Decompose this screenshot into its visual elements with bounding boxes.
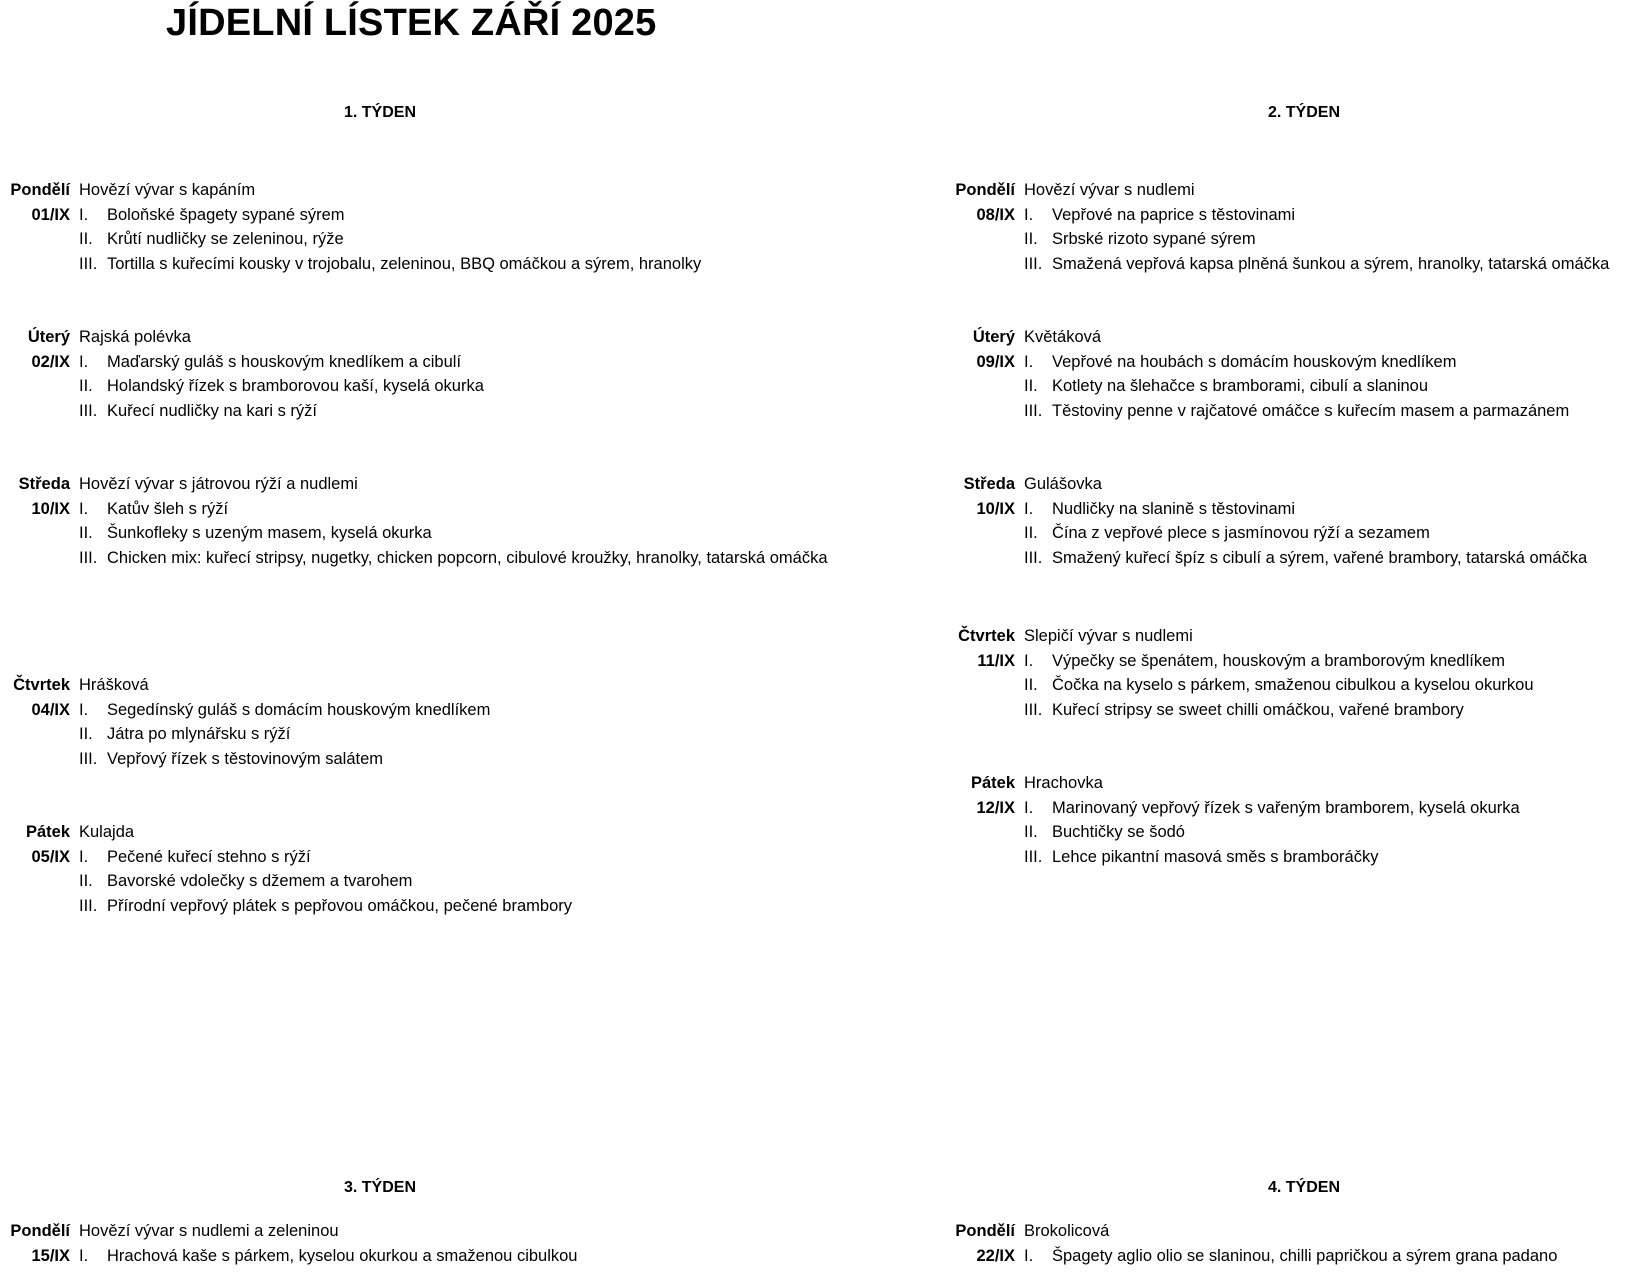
meal-text: Chicken mix: kuřecí stripsy, nugetky, chicken popcorn, cibulové kroužky, hranolky, tatarská omáčka [107, 548, 828, 567]
day-date: 01/IX [31, 205, 70, 224]
soup: Rajská polévka [79, 328, 191, 346]
meal-text: Srbské rizoto sypané sýrem [1052, 230, 1256, 248]
meal-text: Vepřové na paprice s těstovinami [1052, 205, 1296, 224]
soup: Brokolicová [1024, 1222, 1110, 1240]
day-date: 11/IX [977, 651, 1015, 670]
day-name: Pátek [970, 774, 1015, 792]
week-3-heading: 3. TÝDEN [343, 1179, 416, 1196]
meal-text: Tortilla s kuřecími kousky v trojobalu, zeleninou, BBQ omáčkou a sýrem, hranolky [107, 254, 702, 273]
meal-number: II. [1024, 524, 1038, 542]
meal-number: III. [1024, 548, 1043, 567]
meal-text: Maďarský guláš s houskovým knedlíkem a cibulí [107, 352, 462, 371]
day-date: 04/IX [31, 700, 70, 719]
week-1-heading: 1. TÝDEN [343, 104, 416, 121]
day-date: 15/IX [31, 1246, 70, 1265]
meal-text: Čočka na kyselo s párkem, smaženou cibulkou a kyselou okurkou [1052, 676, 1534, 694]
meal-number: III. [79, 896, 98, 915]
day-date: 10/IX [976, 499, 1015, 518]
day-name: Pátek [25, 823, 70, 841]
meal-number: I. [1024, 1246, 1034, 1265]
soup: Hrášková [79, 676, 149, 694]
meal-number: I. [79, 205, 89, 224]
meal-text: Výpečky se špenátem, houskovým a bramborovým knedlíkem [1052, 651, 1506, 670]
week-4-heading: 4. TÝDEN [1267, 1179, 1340, 1196]
day-date: 02/IX [31, 352, 70, 371]
meal-text: Pečené kuřecí stehno s rýží [107, 847, 311, 866]
meal-number: I. [1024, 352, 1034, 371]
meal-number: I. [79, 499, 89, 518]
meal-number: III. [1024, 700, 1043, 719]
meal-text: Šunkofleky s uzeným masem, kyselá okurka [107, 524, 432, 542]
soup: Květáková [1024, 328, 1102, 346]
meal-text: Vepřový řízek s těstovinovým salátem [107, 749, 384, 768]
day-name: Pondělí [955, 181, 1015, 199]
soup: Hovězí vývar s játrovou rýží a nudlemi [79, 475, 358, 493]
meal-text: Přírodní vepřový plátek s pepřovou omáčkou, pečené brambory [107, 896, 572, 915]
day-name: Čtvrtek [958, 627, 1015, 645]
meal-text: Holandský řízek s bramborovou kaší, kyselá okurka [107, 377, 484, 395]
page-title: JÍDELNÍ LÍSTEK ZÁŘÍ 2025 [166, 2, 657, 44]
meal-text: Játra po mlynářsku s rýží [107, 725, 291, 743]
meal-number: II. [79, 230, 93, 248]
meal-number: II. [79, 725, 93, 743]
meal-text: Krůtí nudličky se zeleninou, rýže [107, 230, 344, 248]
meal-number: I. [79, 847, 89, 866]
meal-number: II. [79, 524, 93, 542]
meal-number: III. [1024, 847, 1043, 866]
day-name: Úterý [972, 328, 1015, 346]
soup: Hrachovka [1024, 774, 1103, 792]
meal-number: II. [1024, 230, 1038, 248]
meal-text: Těstoviny penne v rajčatové omáčce s kuřecím masem a parmazánem [1052, 401, 1570, 420]
week-2-heading: 2. TÝDEN [1267, 104, 1340, 121]
meal-text: Segedínský guláš s domácím houskovým knedlíkem [107, 700, 491, 719]
meal-number: II. [79, 872, 93, 890]
meal-text: Lehce pikantní masová směs s bramboráčky [1052, 847, 1379, 866]
meal-text: Smažená vepřová kapsa plněná šunkou a sýrem, hranolky, tatarská omáčka [1052, 254, 1610, 273]
meal-text: Nudličky na slanině s těstovinami [1052, 499, 1296, 518]
soup: Hovězí vývar s kapáním [79, 181, 256, 199]
meal-number: III. [79, 401, 98, 420]
soup: Hovězí vývar s nudlemi [1024, 181, 1195, 199]
meal-number: I. [1024, 205, 1034, 224]
meal-number: III. [79, 749, 98, 768]
meal-number: III. [1024, 401, 1043, 420]
meal-text: Katův šleh s rýží [107, 499, 229, 518]
day-name: Čtvrtek [13, 676, 70, 694]
soup: Gulášovka [1024, 475, 1102, 493]
meal-number: II. [79, 377, 93, 395]
meal-text: Čína z vepřové plece s jasmínovou rýží a sezamem [1052, 524, 1430, 542]
day-date: 12/IX [976, 798, 1015, 817]
day-date: 09/IX [976, 352, 1015, 371]
day-name: Středa [963, 475, 1015, 493]
soup: Kulajda [79, 823, 135, 841]
meal-text: Marinovaný vepřový řízek s vařeným bramborem, kyselá okurka [1052, 798, 1520, 817]
day-name: Úterý [27, 328, 70, 346]
meal-number: I. [79, 1246, 89, 1265]
meal-text: Bavorské vdolečky s džemem a tvarohem [107, 872, 413, 890]
meal-number: II. [1024, 377, 1038, 395]
meal-number: II. [1024, 676, 1038, 694]
day-name: Pondělí [10, 181, 70, 199]
meal-text: Kuřecí nudličky na kari s rýží [107, 401, 317, 420]
day-date: 22/IX [976, 1246, 1015, 1265]
day-date: 08/IX [976, 205, 1015, 224]
day-name: Středa [18, 475, 70, 493]
meal-number: III. [79, 254, 98, 273]
meal-number: I. [79, 700, 89, 719]
meal-number: III. [1024, 254, 1043, 273]
meal-text: Vepřové na houbách s domácím houskovým knedlíkem [1052, 352, 1457, 371]
meal-number: I. [1024, 499, 1034, 518]
meal-text: Kotlety na šlehačce s bramborami, cibulí a slaninou [1052, 377, 1429, 395]
day-date: 05/IX [31, 847, 70, 866]
meal-number: I. [79, 352, 89, 371]
meal-number: I. [1024, 651, 1034, 670]
soup: Slepičí vývar s nudlemi [1024, 627, 1193, 645]
day-name: Pondělí [955, 1222, 1015, 1240]
soup: Hovězí vývar s nudlemi a zeleninou [79, 1222, 339, 1240]
meal-number: III. [79, 548, 98, 567]
meal-number: I. [1024, 798, 1034, 817]
meal-text: Boloňské špagety sypané sýrem [107, 205, 345, 224]
meal-text: Špagety aglio olio se slaninou, chilli papričkou a sýrem grana padano [1052, 1246, 1558, 1265]
meal-text: Smažený kuřecí špíz s cibulí a sýrem, vařené brambory, tatarská omáčka [1052, 548, 1588, 567]
day-date: 10/IX [31, 499, 70, 518]
meal-text: Buchtičky se šodó [1052, 823, 1185, 841]
day-name: Pondělí [10, 1222, 70, 1240]
meal-number: II. [1024, 823, 1038, 841]
meal-text: Hrachová kaše s párkem, kyselou okurkou a smaženou cibulkou [107, 1246, 578, 1265]
meal-text: Kuřecí stripsy se sweet chilli omáčkou, vařené brambory [1052, 700, 1464, 719]
